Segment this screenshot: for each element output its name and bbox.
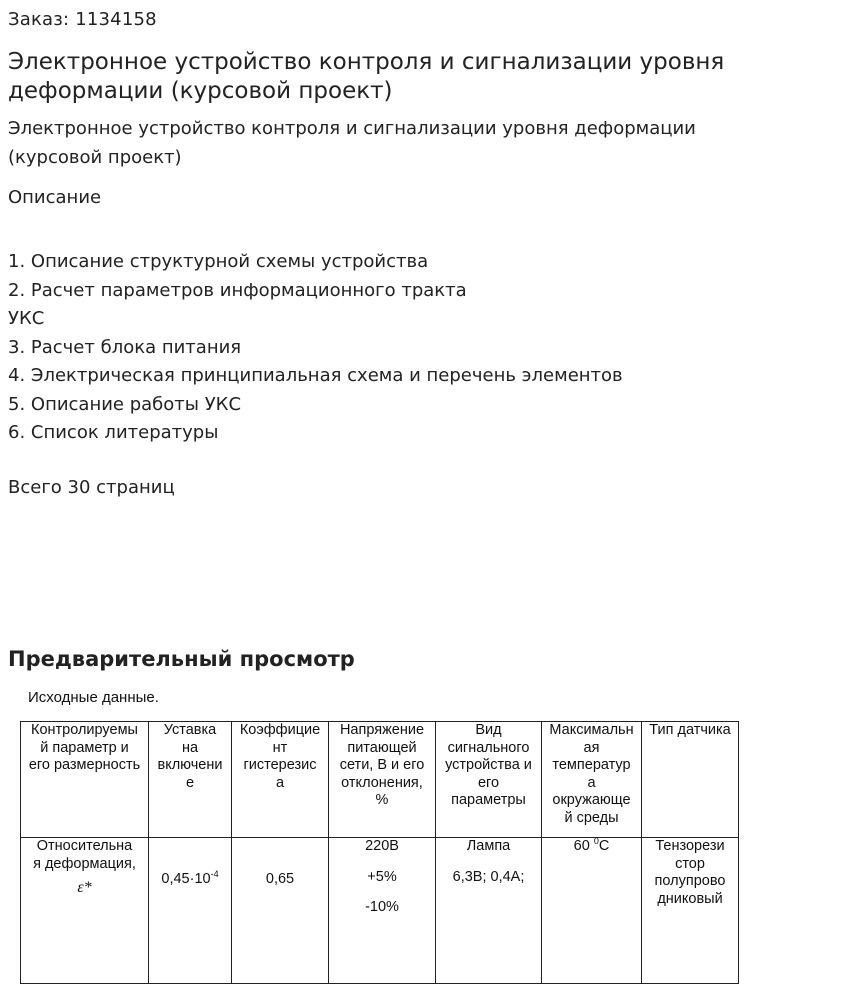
header-cell-max-temperature <box>542 722 642 838</box>
header-text: Вид <box>475 722 502 738</box>
header-text: Коэффицие <box>239 722 321 738</box>
header-cell-setpoint <box>149 722 232 838</box>
description-heading: Описание <box>8 187 102 208</box>
contents-item: 2. Расчет параметров информационного тракта <box>8 279 467 301</box>
header-text: Максимальн <box>549 722 634 738</box>
header-text: температур <box>552 757 631 773</box>
header-cell-parameter <box>21 722 149 838</box>
contents-item: 1. Описание структурной схемы устройства <box>8 251 429 272</box>
header-text: окружающе <box>552 792 631 808</box>
contents-item: УКС <box>8 308 45 329</box>
header-text: нт <box>272 739 288 756</box>
contents-list <box>8 248 828 448</box>
header-text: его <box>477 774 500 791</box>
header-cell-voltage <box>329 722 436 838</box>
header-text: Контролируемы <box>31 722 138 738</box>
cell-text: 0,65 <box>265 871 295 887</box>
cell-text: -10% <box>365 899 399 915</box>
cell-text: 220В <box>365 838 399 854</box>
parameters-table <box>20 721 739 984</box>
cell-text: С <box>598 838 610 854</box>
cell-text: полупрово <box>654 873 726 889</box>
cell-hysteresis <box>232 838 329 984</box>
header-text: параметры <box>451 792 526 808</box>
header-text: его размерность <box>28 757 141 773</box>
header-text: а <box>275 774 285 791</box>
degree-mark: 0 <box>593 837 599 846</box>
page-title: Электронное устройство контроля и сигнализации уровня деформации (курсовой проект) <box>8 49 725 104</box>
cell-text: стор <box>675 855 705 872</box>
contents-item: 4. Электрическая принципиальная схема и перечень элементов <box>8 365 623 386</box>
cell-signal-device <box>436 838 542 984</box>
header-text: питающей <box>347 739 417 756</box>
cell-text: Лампа <box>466 838 511 854</box>
cell-parameter <box>21 838 149 984</box>
cell-text: дниковый <box>657 890 723 907</box>
contents-item: 5. Описание работы УКС <box>8 393 242 415</box>
header-text: на <box>181 739 199 756</box>
header-cell-signal-device <box>436 722 542 838</box>
cell-text: 60 <box>573 838 594 854</box>
header-text: й параметр и <box>40 739 129 756</box>
header-text: включени <box>157 757 223 773</box>
header-text: % <box>375 792 389 808</box>
header-text: Тип датчика <box>649 722 731 738</box>
exponent: -4 <box>210 869 219 879</box>
table-header-row <box>21 722 739 838</box>
contents-item: 3. Расчет блока питания <box>8 336 242 358</box>
subtitle <box>8 115 828 172</box>
header-text: отклонения, <box>341 774 423 791</box>
header-text: сигнального <box>447 739 530 756</box>
cell-text: Относительна <box>36 838 133 854</box>
table-row <box>21 838 739 984</box>
total-pages: Всего 30 страниц <box>8 477 175 498</box>
header-text: й среды <box>564 809 619 826</box>
header-cell-sensor-type <box>642 722 739 838</box>
cell-setpoint <box>149 838 232 984</box>
header-text: Уставка <box>163 722 217 738</box>
deformation-symbol: ε* <box>77 879 92 896</box>
cell-text: +5% <box>367 868 397 885</box>
contents-item: 6. Список литературы <box>8 422 219 443</box>
header-text: е <box>185 774 195 791</box>
order-number: Заказ: 1134158 <box>8 9 157 30</box>
source-data-label: Исходные данные. <box>28 689 159 706</box>
subtitle-line: Электронное устройство контроля и сигнализации уровня деформации <box>8 118 696 139</box>
cell-text: 0,45·10 <box>161 871 211 887</box>
header-text: Напряжение <box>339 722 425 738</box>
header-cell-hysteresis <box>232 722 329 838</box>
cell-voltage <box>329 838 436 984</box>
preview-heading: Предварительный просмотр <box>8 647 355 671</box>
cell-text: 6,3В; 0,4А; <box>452 868 525 885</box>
header-text: гистерезис <box>243 757 317 773</box>
cell-max-temperature <box>542 838 642 984</box>
header-text: ая <box>583 739 600 756</box>
header-text: а <box>587 774 596 791</box>
cell-text: Тензорези <box>655 838 725 854</box>
subtitle-line: (курсовой проект) <box>8 146 182 168</box>
header-text: устройства и <box>445 757 532 773</box>
cell-sensor-type <box>642 838 739 984</box>
cell-text: я деформация, <box>33 855 136 872</box>
header-text: сети, В и его <box>339 757 425 773</box>
